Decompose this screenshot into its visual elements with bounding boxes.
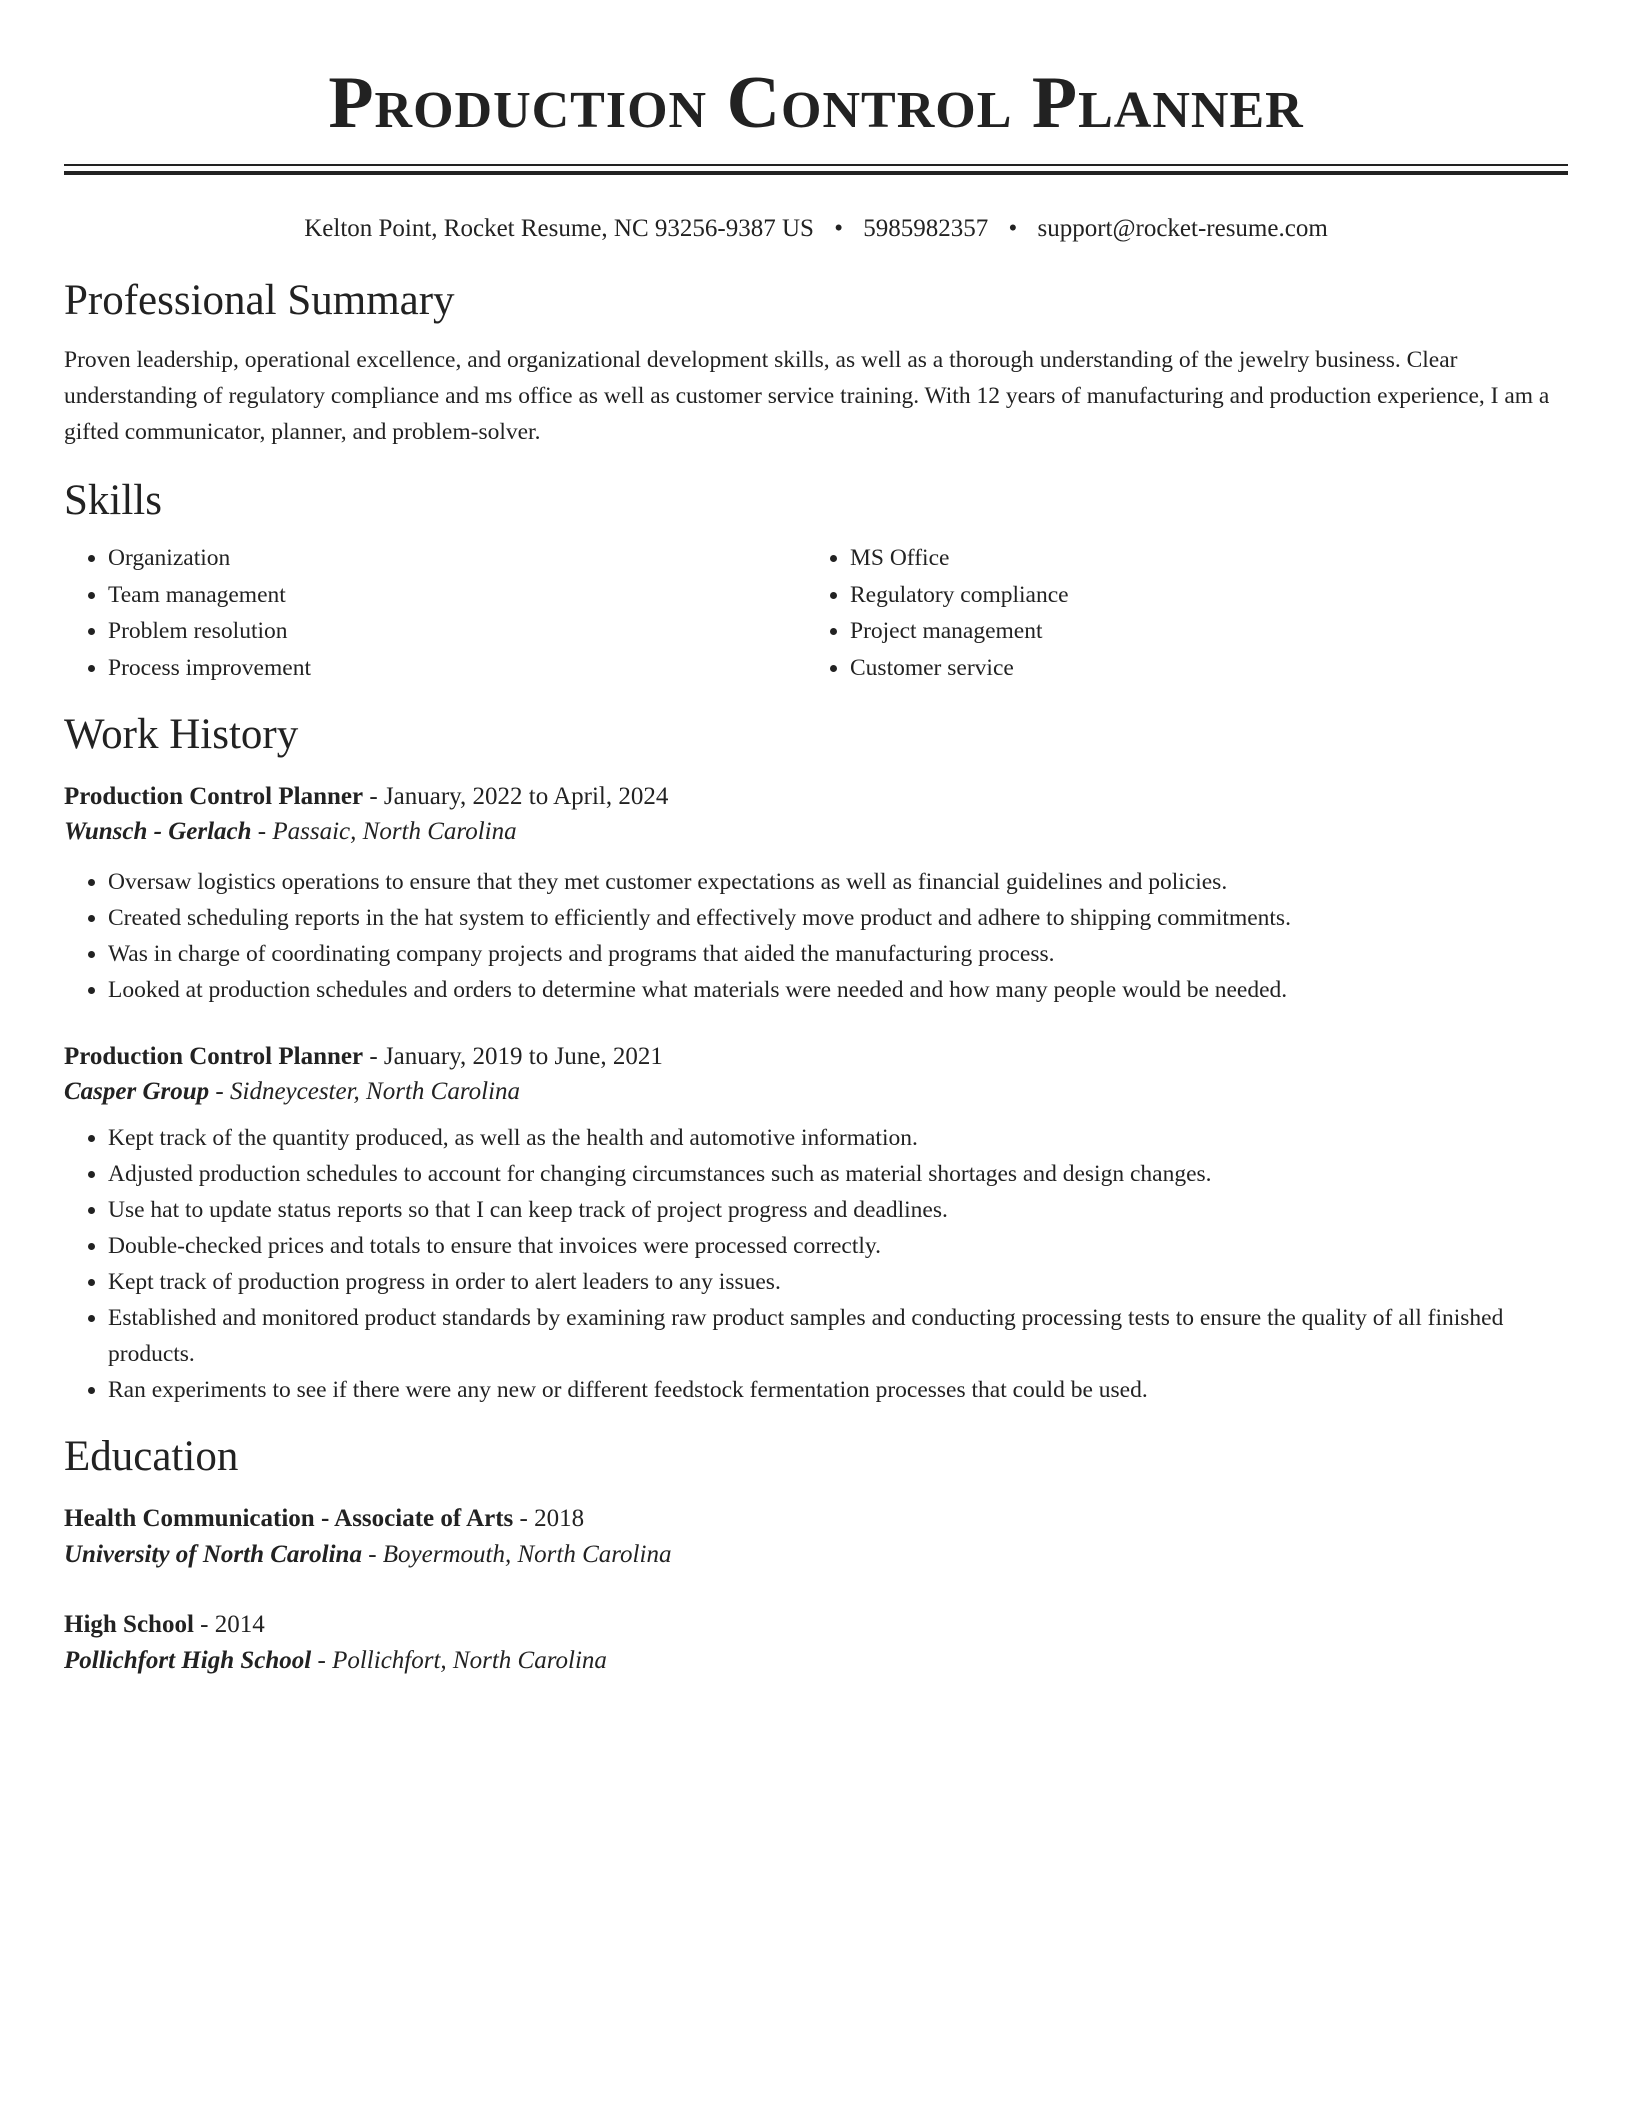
job-bullets xyxy=(64,1120,1568,1408)
job-company-line xyxy=(64,1074,1568,1110)
edu-degree: High School xyxy=(64,1611,194,1638)
job-bullets xyxy=(64,864,1568,1008)
skill-item: • Customer service xyxy=(850,650,1548,687)
edu-location: - Boyermouth, North Carolina xyxy=(361,1541,672,1568)
job-bullet: • Adjusted production schedules to account for changing circumstances such as material shortages and design changes. xyxy=(108,1156,1568,1192)
job-bullet: • Created scheduling reports in the hat system to efficiently and effectively move product and adhere to shipping commitments. xyxy=(108,900,1568,936)
education-heading: Education xyxy=(64,1433,239,1480)
summary-text: Proven leadership, operational excellence, and organizational development skills, as well as a thorough understanding of the jewelry business. Clear understanding of regulatory compliance and ms office as well as customer service training. With 12 years of manufacturing and production experience, I am a gifted communicator, planner, and problem-solver. xyxy=(64,347,1550,445)
skills-list-right xyxy=(806,540,1548,686)
job-location: - Sidneycester, North Carolina xyxy=(209,1078,521,1105)
job-bullet: • Was in charge of coordinating company projects and programs that aided the manufacturing process. xyxy=(108,936,1568,972)
edu-school: Pollichfort High School xyxy=(64,1647,312,1674)
edu-location: - Pollichfort, North Carolina xyxy=(311,1647,607,1674)
contact-phone: 5985982357 xyxy=(863,215,989,242)
skill-item: • Project management xyxy=(850,613,1548,650)
resume-name: Production Control Planner xyxy=(328,62,1304,144)
contact-email: support@rocket-resume.com xyxy=(1037,215,1328,242)
edu-year: - 2018 xyxy=(513,1505,585,1532)
job-company-line xyxy=(64,814,1568,850)
contact-line xyxy=(64,214,1568,244)
skill-item: • MS Office xyxy=(850,540,1548,577)
skill-item: • Regulatory compliance xyxy=(850,577,1548,614)
skills-heading: Skills xyxy=(64,477,162,524)
job-bullet: • Looked at production schedules and orders to determine what materials were needed and how many people would be needed. xyxy=(108,972,1568,1008)
skill-item: • Organization xyxy=(108,540,806,577)
education-entry xyxy=(64,1608,1568,1680)
work-heading: Work History xyxy=(64,711,299,758)
job-company: Wunsch - Gerlach xyxy=(64,818,252,845)
job-bullet: • Ran experiments to see if there were any new or different feedstock fermentation processes that could be used. xyxy=(108,1372,1568,1408)
skill-item: • Process improvement xyxy=(108,650,806,687)
summary-heading: Professional Summary xyxy=(64,277,455,324)
skill-item: • Problem resolution xyxy=(108,613,806,650)
divider-thick-line xyxy=(64,171,1568,175)
edu-degree: Health Communication - Associate of Arts xyxy=(64,1505,514,1532)
edu-degree-line xyxy=(64,1502,1568,1536)
header-divider xyxy=(64,164,1568,176)
resume-page xyxy=(64,0,1568,1680)
job-dates: - January, 2022 to April, 2024 xyxy=(363,783,669,810)
job-bullet: • Established and monitored product standards by examining raw product samples and conducting processing tests to ensure the quality of all finished products. xyxy=(108,1300,1568,1372)
edu-degree-line xyxy=(64,1608,1568,1642)
job-entry xyxy=(64,1040,1568,1408)
job-bullet: • Use hat to update status reports so that I can keep track of project progress and deadlines. xyxy=(108,1192,1568,1228)
job-title: Production Control Planner xyxy=(64,1043,364,1070)
work-section xyxy=(64,710,1568,1408)
education-section xyxy=(64,1432,1568,1680)
job-bullet: • Kept track of the quantity produced, as well as the health and automotive information. xyxy=(108,1120,1568,1156)
job-company: Casper Group xyxy=(64,1078,210,1105)
job-dates: - January, 2019 to June, 2021 xyxy=(363,1043,663,1070)
job-location: - Passaic, North Carolina xyxy=(251,818,517,845)
skills-section xyxy=(64,476,1568,686)
edu-school-line xyxy=(64,1536,1568,1574)
job-bullet: • Double-checked prices and totals to ensure that invoices were processed correctly. xyxy=(108,1228,1568,1264)
summary-section xyxy=(64,276,1568,450)
education-entry xyxy=(64,1502,1568,1574)
job-title-line xyxy=(64,780,1568,814)
divider-thin-line xyxy=(64,164,1568,166)
skills-list-left xyxy=(64,540,806,686)
edu-school: University of North Carolina xyxy=(64,1541,362,1568)
edu-school-line xyxy=(64,1642,1568,1680)
job-entry xyxy=(64,780,1568,1008)
job-title: Production Control Planner xyxy=(64,783,364,810)
edu-year: - 2014 xyxy=(193,1611,265,1638)
contact-separator: • xyxy=(834,215,843,242)
job-bullet: • Oversaw logistics operations to ensure that they met customer expectations as well as financial guidelines and policies. xyxy=(108,864,1568,900)
job-bullet: • Kept track of production progress in order to alert leaders to any issues. xyxy=(108,1264,1568,1300)
contact-address: Kelton Point, Rocket Resume, NC 93256-9387 US xyxy=(304,215,814,242)
job-title-line xyxy=(64,1040,1568,1074)
skills-columns xyxy=(64,540,1568,686)
contact-separator: • xyxy=(1008,215,1018,242)
skill-item: • Team management xyxy=(108,577,806,614)
